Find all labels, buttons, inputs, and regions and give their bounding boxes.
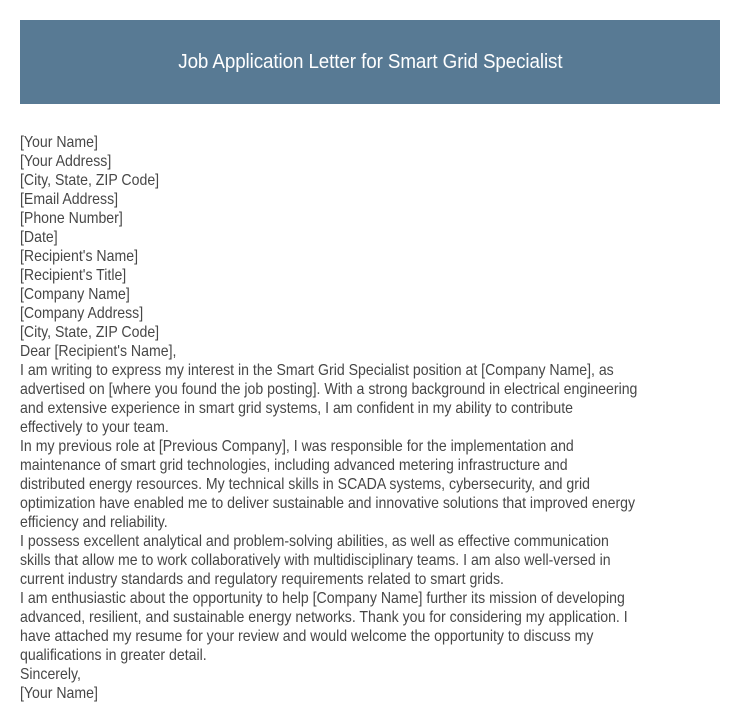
paragraph-line: qualifications in greater detail. — [20, 647, 207, 664]
paragraph-line: I am writing to express my interest in the Smart Grid Specialist position at [Company Name], as — [20, 362, 614, 379]
paragraph-line: effectively to your team. — [20, 419, 169, 436]
sender-email: [Email Address] — [20, 191, 119, 208]
closing: Sincerely, — [20, 666, 81, 683]
sender-address: [Your Address] — [20, 153, 112, 170]
paragraph-line: distributed energy resources. My technical skills in SCADA systems, cybersecurity, and grid — [20, 476, 590, 493]
paragraph-line: advertised on [where you found the job posting]. With a strong background in electrical engineering — [20, 381, 638, 398]
recipient-name: [Recipient's Name] — [20, 248, 139, 265]
sender-city-state-zip: [City, State, ZIP Code] — [20, 172, 160, 189]
paragraph-closing — [20, 589, 720, 665]
paragraph-line: efficiency and reliability. — [20, 514, 168, 531]
letter-date: [Date] — [20, 229, 58, 246]
page-title: Job Application Letter for Smart Grid Specialist — [177, 50, 563, 73]
paragraph-line: I am enthusiastic about the opportunity to help [Company Name] further its mission of developing — [20, 590, 625, 607]
recipient-company: [Company Name] — [20, 286, 130, 303]
salutation: Dear [Recipient's Name], — [20, 343, 177, 360]
sender-name: [Your Name] — [20, 134, 98, 151]
paragraph-line: skills that allow me to work collaboratively with multidisciplinary teams. I am also well-versed in — [20, 552, 611, 569]
paragraph-line: and extensive experience in smart grid systems, I am confident in my ability to contribute — [20, 400, 573, 417]
paragraph-line: I possess excellent analytical and problem-solving abilities, as well as effective communication — [20, 533, 609, 550]
paragraph-line: have attached my resume for your review and would welcome the opportunity to discuss my — [20, 628, 594, 645]
paragraph-line: current industry standards and regulatory requirements related to smart grids. — [20, 571, 504, 588]
page-header — [20, 20, 720, 104]
recipient-company-address: [Company Address] — [20, 305, 144, 322]
paragraph-line: optimization have enabled me to deliver sustainable and innovative solutions that improved energy — [20, 495, 636, 512]
paragraph-intro — [20, 361, 720, 437]
paragraph-skills — [20, 532, 720, 589]
signature: [Your Name] — [20, 685, 98, 702]
paragraph-experience — [20, 437, 720, 532]
paragraph-line: advanced, resilient, and sustainable energy networks. Thank you for considering my application. I — [20, 609, 628, 626]
paragraph-line: maintenance of smart grid technologies, including advanced metering infrastructure and — [20, 457, 568, 474]
paragraph-line: In my previous role at [Previous Company], I was responsible for the implementation and — [20, 438, 574, 455]
sender-phone: [Phone Number] — [20, 210, 123, 227]
recipient-title: [Recipient's Title] — [20, 267, 127, 284]
letter-body — [20, 133, 740, 703]
recipient-city-state-zip: [City, State, ZIP Code] — [20, 324, 160, 341]
